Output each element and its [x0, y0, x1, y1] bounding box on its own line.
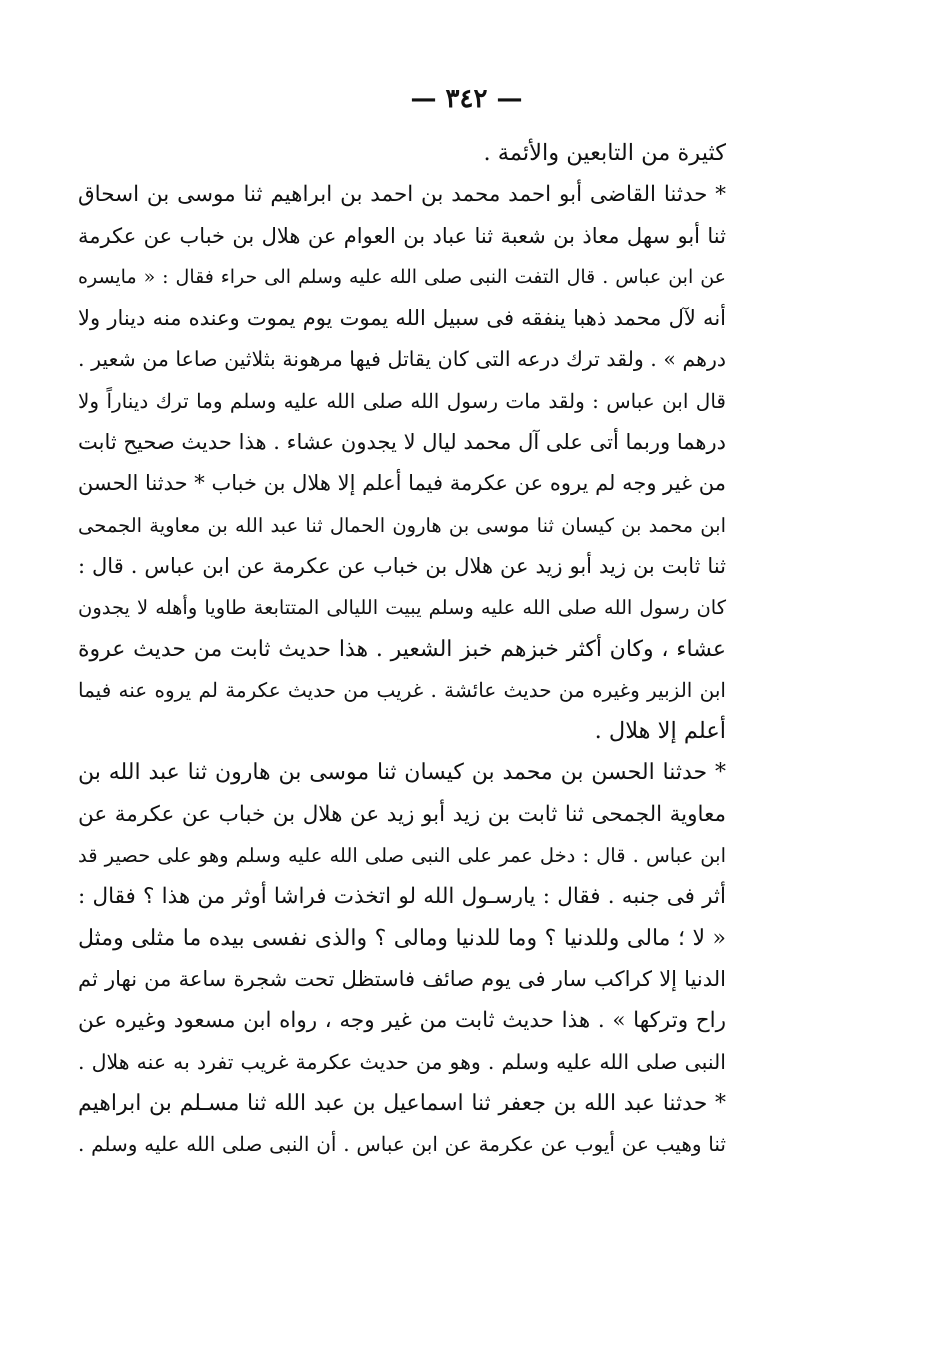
text-line: « لا ؛ مالى وللدنيا ؟ وما للدنيا ومالى ؟ والذى نفسى بيده ما مثلى ومثل	[78, 925, 726, 951]
text-line: * حدثنا الحسن بن محمد بن كيسان ثنا موسى بن هارون ثنا عبد الله بن	[78, 760, 726, 786]
text-line: * حدثنا القاضى أبو احمد محمد بن احمد بن ابراهيم ثنا موسى بن اسحاق	[78, 182, 726, 208]
text-line: عن ابن عباس . قال التفت النبى صلى الله عليه وسلم الى حراء فقال : « مايسره	[78, 265, 726, 288]
text-line: معاوية الجمحى ثنا ثابت بن زيد أبو زيد عن هلال بن خباب عن عكرمة عن	[78, 801, 726, 827]
text-line: راح وتركها » . هذا حديث ثابت من غير وجه ، رواه ابن مسعود وغيره عن	[78, 1008, 726, 1034]
text-line: ثنا أبو سهل معاذ بن شعبة ثنا عباد بن العوام عن هلال بن خباب عن عكرمة	[78, 223, 726, 248]
text-line: ثنا وهيب عن أيوب عن عكرمة عن ابن عباس . أن النبى صلى الله عليه وسلم .	[78, 1132, 726, 1157]
text-line: الدنيا إلا كراكب سار فى يوم صائف فاستظل تحت شجرة ساعة من نهار ثم	[78, 966, 726, 991]
body-text	[78, 133, 726, 1165]
text-line: عشاء ، وكان أكثر خبزهم خبز الشعير . هذا حديث ثابت من حديث عروة	[78, 636, 726, 662]
text-line: النبى صلى الله عليه وسلم . وهو من حديث عكرمة غريب تفرد به عنه هلال .	[78, 1049, 726, 1074]
text-line: أثر فى جنبه . فقال : يارسـول الله لو اتخذت فراشا أوثر من هذا ؟ فقال :	[78, 884, 726, 910]
text-line: درهم » . ولقد ترك درعه التى كان يقاتل فيها مرهونة بثلاثين صاعا من شعير .	[78, 347, 726, 372]
text-line: ابن الزبير وغيره من حديث عائشة . غريب من حديث عكرمة لم يروه عنه فيما	[78, 677, 726, 702]
page-number: — ٣٤٢ —	[410, 84, 523, 114]
text-line: * حدثنا عبد الله بن جعفر ثنا اسماعيل بن عبد الله ثنا مسـلم بن ابراهيم	[78, 1090, 726, 1116]
text-line: ثنا ثابت بن زيد أبو زيد عن هلال بن خباب عن عكرمة عن ابن عباس . قال :	[78, 553, 726, 578]
text-line: كثيرة من التابعين والأئمة .	[483, 140, 726, 166]
text-line: قال ابن عباس : ولقد مات رسول الله صلى الله عليه وسلم وما ترك ديناراً ولا	[78, 388, 726, 413]
text-line: أنه لآل محمد ذهبا ينفقه فى سبيل الله يموت يوم يموت وعنده منه دينار ولا	[78, 306, 726, 331]
text-line: أعلم إلا هلال .	[594, 718, 726, 745]
text-line: درهما وربما أتى على آل محمد ليال لا يجدون عشاء . هذا حديث صحيح ثابت	[78, 430, 726, 455]
text-line: من غير وجه لم يروه عن عكرمة فيما أعلم إلا هلال بن خباب * حدثنا الحسن	[77, 471, 726, 496]
text-line: ابن محمد بن كيسان ثنا موسى بن هارون الحمال ثنا عبد الله بن معاوية الجمحى	[78, 513, 726, 537]
text-line: ابن عباس . قال : دخل عمر على النبى صلى الله عليه وسلم وهو على حصير قد	[78, 844, 726, 868]
text-line: كان رسول الله صلى الله عليه وسلم يبيت الليالى المتتابعة طاويا وأهله لا يجدون	[78, 596, 726, 620]
